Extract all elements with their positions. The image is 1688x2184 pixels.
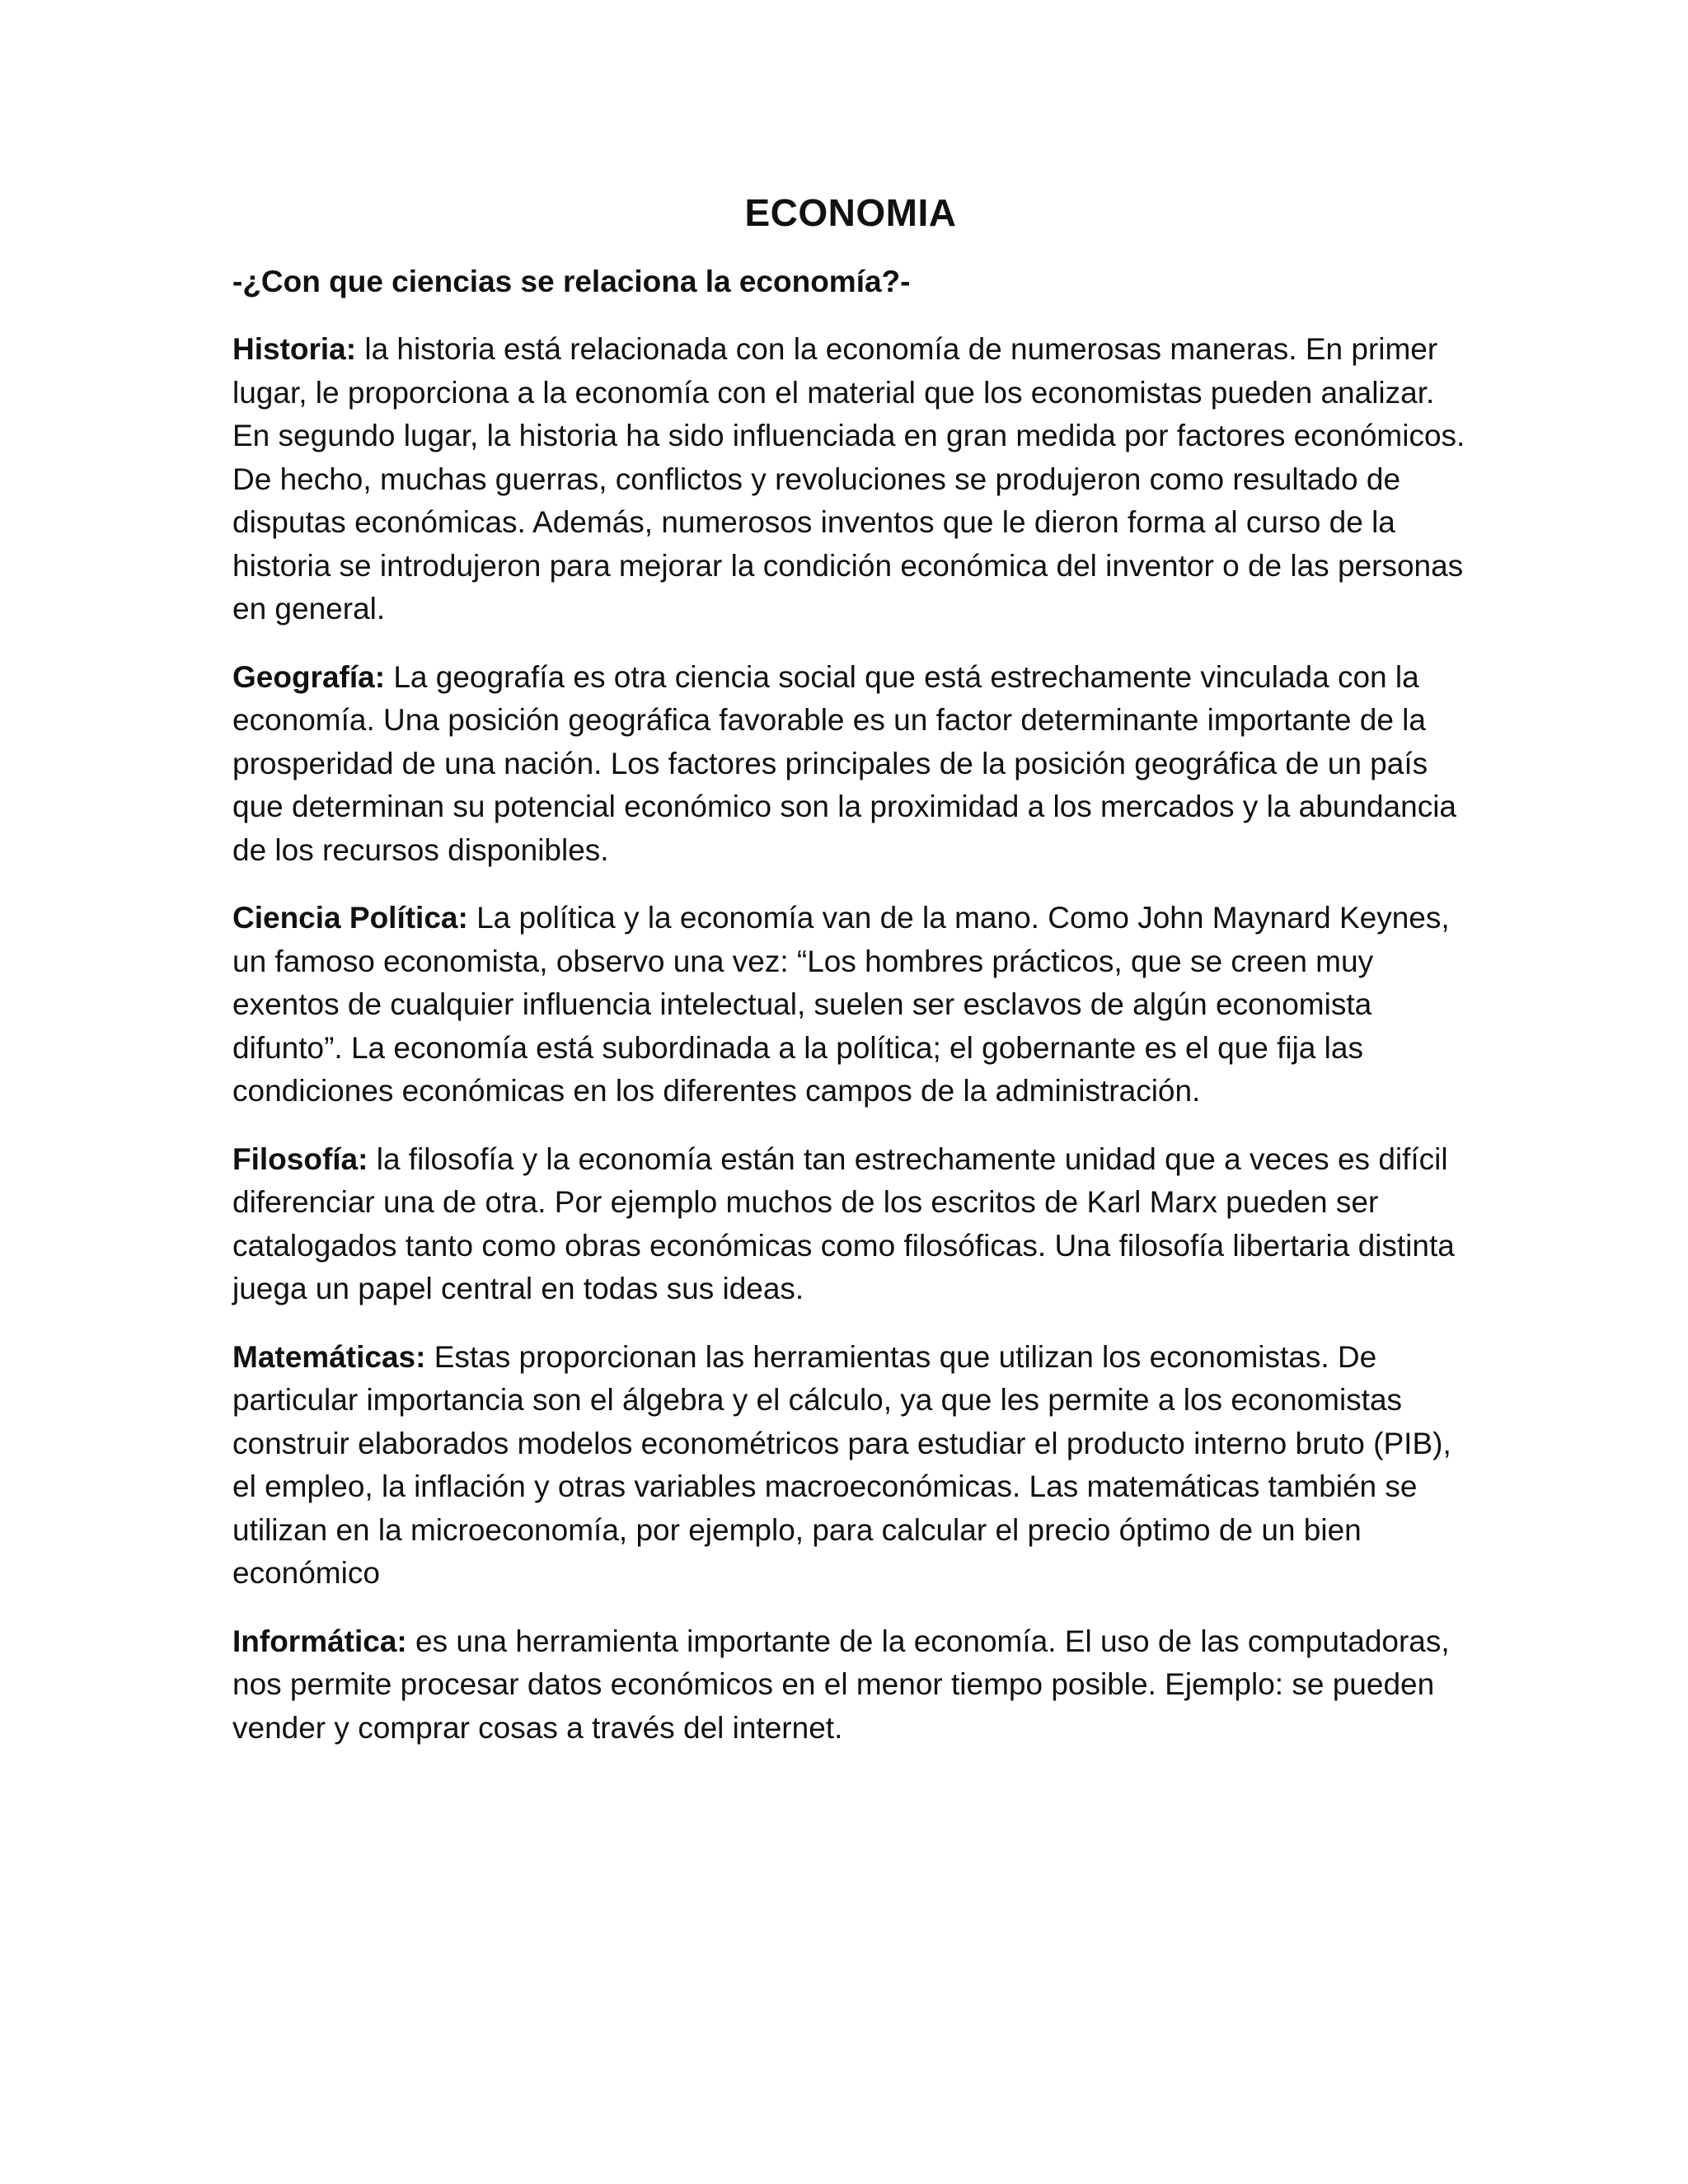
section-ciencia-politica [232,897,1469,1113]
section-informatica [232,1620,1469,1750]
section-heading: Historia: [232,332,357,366]
section-body: la historia está relacionada con la economía de numerosas maneras. En primer lugar, le proporciona a la economía con el material que los economistas pueden analizar. En segundo lugar, la historia ha sido influenciada en gran medida por factores económicos. De hecho, muchas guerras, conflictos y revoluciones se produjeron como resultado de disputas económicas. Además, numerosos inventos que le dieron forma al curso de la historia se introdujeron para mejorar la condición económica del inventor o de las personas en general. [232,332,1465,626]
section-body: La política y la economía van de la mano. Como John Maynard Keynes, un famoso economista, observo una vez: “Los hombres prácticos, que se creen muy exentos de cualquier influencia intelectual, suelen ser esclavos de algún economista difunto”. La economía está subordinada a la política; el gobernante es el que fija las condiciones económicas en los diferentes campos de la administración. [232,901,1450,1108]
section-body: La geografía es otra ciencia social que está estrechamente vinculada con la economía. Una posición geográfica favorable es un factor determinante importante de la prosperidad de una nación. Los factores principales de la posición geográfica de un país que determinan su potencial económico son la proximidad a los mercados y la abundancia de los recursos disponibles. [232,659,1456,867]
section-body: Estas proporcionan las herramientas que utilizan los economistas. De particular importancia son el álgebra y el cálculo, ya que les permite a los economistas construir elaborados modelos econométricos para estudiar el producto interno bruto (PIB), el empleo, la inflación y otras variables macroeconómicas. Las matemáticas también se utilizan en la microeconomía, por ejemplo, para calcular el precio óptimo de un bien económico [232,1339,1451,1590]
section-body: la filosofía y la economía están tan estrechamente unidad que a veces es difícil diferenciar una de otra. Por ejemplo muchos de los escritos de Karl Marx pueden ser catalogados tanto como obras económicas como filosóficas. Una filosofía libertaria distinta juega un papel central en todas sus ideas. [232,1141,1455,1305]
section-historia [232,328,1469,631]
section-geografia [232,656,1469,873]
document-content [232,188,1469,1774]
document-subtitle: -¿Con que ciencias se relaciona la economía?- [232,265,911,298]
document-title: ECONOMIA [744,191,957,234]
section-heading: Geografía: [232,659,386,694]
section-filosofia [232,1138,1469,1311]
section-body: es una herramienta importante de la economía. El uso de las computadoras, nos permite procesar datos económicos en el menor tiempo posible. Ejemplo: se pueden vender y comprar cosas a través del internet. [232,1624,1450,1745]
section-heading: Ciencia Política: [232,901,468,935]
section-matematicas [232,1336,1469,1596]
section-heading: Filosofía: [232,1141,368,1176]
section-heading: Informática: [232,1624,407,1658]
section-heading: Matemáticas: [232,1339,426,1374]
